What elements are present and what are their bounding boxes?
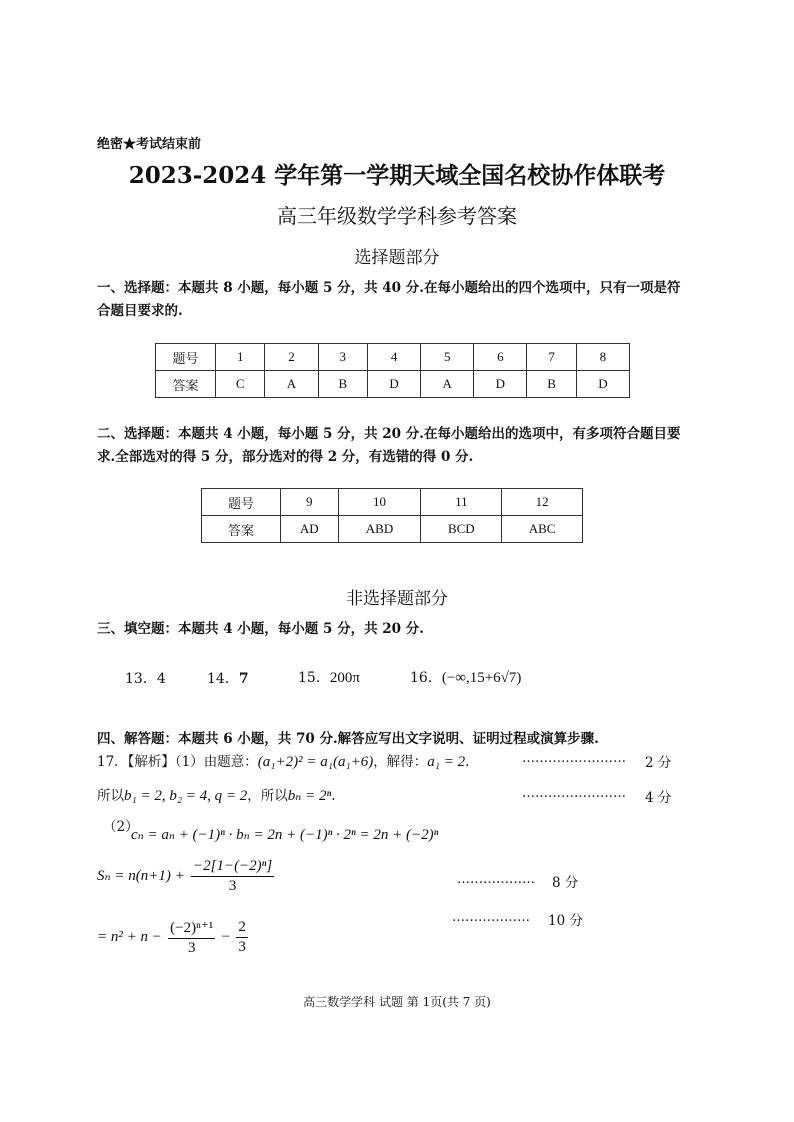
answer-cell: D [368, 371, 421, 398]
table-row [156, 371, 630, 398]
answer-cell: AD [281, 516, 339, 543]
q17-line1: 17．【解析】（1）由题意：(a₁+2)² = a₁(a₁+6)，解得：a₁ = 2. [97, 754, 470, 770]
answer-cell: D [576, 371, 629, 398]
score-2: 2 分 [645, 755, 672, 771]
answer-cell: B [318, 371, 367, 398]
table-row [202, 516, 583, 543]
section3-text: 三、填空题：本题共 4 小题，每小题 5 分，共 20 分. [97, 621, 424, 637]
question-number: 10 [338, 489, 421, 516]
row-label: 题号 [156, 344, 216, 371]
score-4: 4 分 [645, 790, 672, 806]
score-8: 8 分 [552, 875, 579, 891]
q17-sn-equation: Sₙ = n(n+1) + $\frac{\text{−2[1−(−2)ⁿ]}}{3}$ [97, 858, 273, 894]
part2-heading: 非选择题部分 [346, 589, 448, 609]
row-label: 题号 [202, 489, 281, 516]
answer-cell: ABD [338, 516, 421, 543]
page-title: 2023-2024 学年第一学期天域全国名校协作体联考 [128, 162, 666, 189]
answer-cell: A [265, 371, 318, 398]
fill-answer-15: 15．200π [298, 670, 360, 686]
fill-answer-13: 13．4 [125, 671, 166, 687]
row-label: 答案 [156, 371, 216, 398]
score-dots: ……………… [457, 872, 535, 887]
score-dots: ……………… [452, 910, 530, 925]
answer-cell: D [474, 371, 527, 398]
q17-part2-label: （2） [103, 819, 139, 835]
question-number: 12 [502, 489, 583, 516]
question-number: 11 [421, 489, 502, 516]
section2-text-line1: 二、选择题：本题共 4 小题，每小题 5 分，共 20 分.在每小题给出的选项中，有多项符合题目要 [97, 426, 681, 442]
answer-cell: C [216, 371, 265, 398]
fill-answer-16: 16．(−∞,15+6√7) [410, 670, 522, 686]
section2-text-line2: 求.全部选对的得 5 分，部分选对的得 2 分，有选错的得 0 分. [97, 449, 474, 465]
section1-text-line2: 合题目要求的. [97, 303, 183, 319]
question-number: 9 [281, 489, 339, 516]
question-number: 7 [527, 344, 576, 371]
section1-text-line1: 一、选择题：本题共 8 小题，每小题 5 分，共 40 分.在每小题给出的四个选项中，只有一项是符 [97, 280, 681, 296]
page-subtitle: 高三年级数学学科参考答案 [277, 204, 517, 228]
q17-final-equation: = n² + n − $\frac{\text{(−2)ⁿ⁺¹}}{3}$ − $\frac{2}{3}$ [97, 919, 246, 956]
final-fraction-2: $\frac{2}{3}$ [238, 919, 246, 955]
fill-answer-14: 14．7 [207, 671, 249, 687]
score-10: 10 分 [548, 913, 583, 929]
answer-cell: BCD [421, 516, 502, 543]
question-number: 2 [265, 344, 318, 371]
q17-line2: 所以b₁ = 2, b₂ = 4, q = 2，所以bₙ = 2ⁿ. [97, 788, 336, 804]
question-number: 5 [421, 344, 474, 371]
sn-fraction: $\frac{\text{−2[1−(−2)ⁿ]}}{3}$ [192, 858, 273, 894]
q17-cn-equation: cₙ = aₙ + (−1)ⁿ · bₙ = 2n + (−1)ⁿ · 2ⁿ = 2n + (−2)ⁿ [131, 827, 439, 843]
part1-heading: 选择题部分 [354, 248, 440, 268]
question-number: 6 [474, 344, 527, 371]
answer-table-2 [201, 488, 583, 543]
score-dots: …………………… [522, 751, 626, 766]
final-fraction-1: $\frac{\text{(−2)ⁿ⁺¹}}{3}$ [170, 920, 214, 956]
question-number: 4 [368, 344, 421, 371]
answer-table-1 [155, 343, 630, 398]
question-number: 3 [318, 344, 367, 371]
question-number: 1 [216, 344, 265, 371]
answer-cell: ABC [502, 516, 583, 543]
confidential-label: 绝密★考试结束前 [97, 137, 202, 152]
score-dots: …………………… [522, 786, 626, 801]
table-row [202, 489, 583, 516]
table-row [156, 344, 630, 371]
page-footer: 高三数学学科 试题 第 1页(共 7 页) [303, 995, 491, 1009]
answer-cell: A [421, 371, 474, 398]
answer-cell: B [527, 371, 576, 398]
row-label: 答案 [202, 516, 281, 543]
section4-text: 四、解答题：本题共 6 小题，共 70 分.解答应写出文字说明、证明过程或演算步骤. [97, 731, 599, 747]
question-number: 8 [576, 344, 629, 371]
